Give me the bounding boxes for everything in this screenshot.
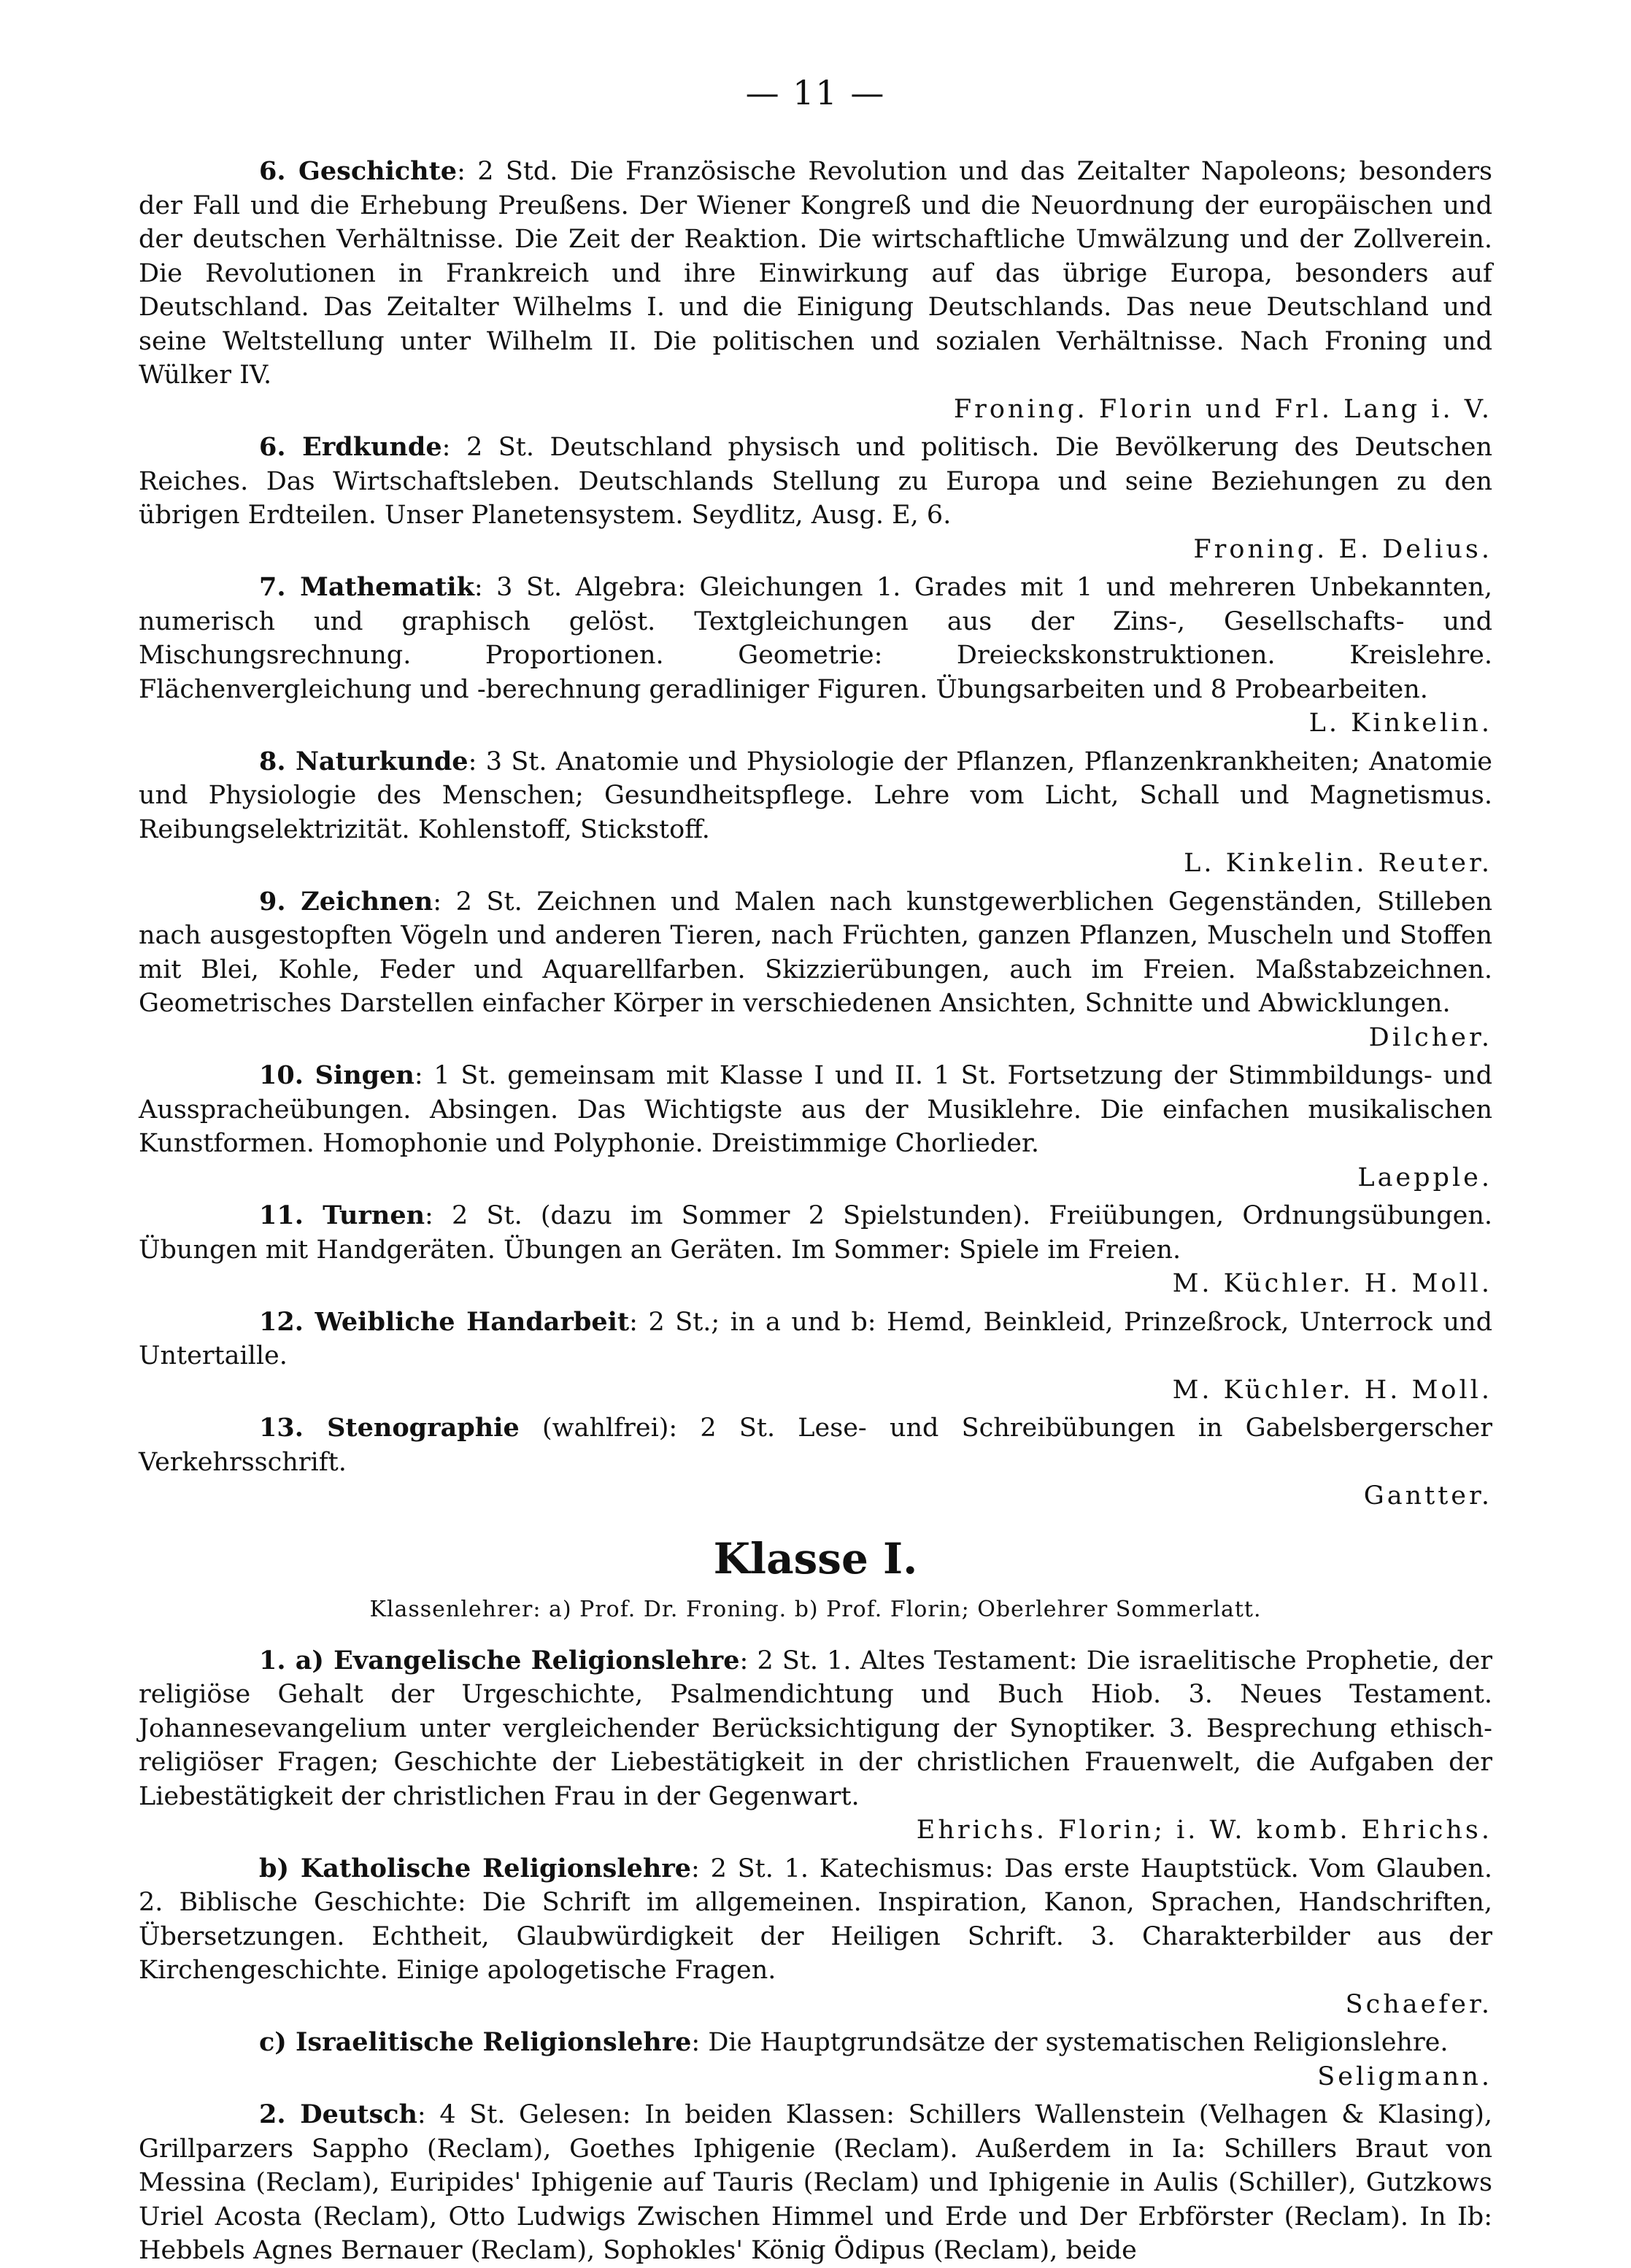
subject-description: : 2 St. 1. Katechismus: Das erste Hauptstück. Vom Glauben. 2. Biblische Geschichte: Die Schrift im allgemeinen. Inspiration, Kanon, Sprachen, Handschriften, Übersetzungen. Echtheit, Glaubwürdigkeit der Heiligen Schrift. 3. Charakterbilder aus der Kirchengeschichte. Einige apologetische Fragen.: [139, 1854, 1492, 1985]
subject-description: : 2 St. 1. Altes Testament: Die israelitische Prophetie, der religiöse Gehalt der Urgeschichte, Psalmendichtung und Buch Hiob. 3. Neues Testament. Johannesevangelium unter vergleichender Berücksichtigung der Synoptiker. 3. Besprechung ethisch-religiöser Fragen; Geschichte der Liebestätigkeit in der christlichen Frauenwelt, die Aufgaben der Liebestätigkeit der christlichen Frau in der Gegenwart.: [139, 1646, 1492, 1811]
subject-description: : 2 St. (dazu im Sommer 2 Spielstunden). Freiübungen, Ordnungsübungen. Übungen mit Handgeräten. Übungen an Geräten. Im Sommer: Spiele im Freien.: [139, 1201, 1492, 1265]
class-heading: Klasse I.: [713, 1533, 918, 1584]
section-paragraph: [139, 1305, 1492, 1373]
section-paragraph: [139, 2026, 1492, 2060]
subject-title: 11. Turnen: [259, 1200, 425, 1230]
subject-description: : 1 St. gemeinsam mit Klasse I und II. 1 St. Fortsetzung der Stimmbildungs- und Aussprachеübungen. Absingen. Das Wichtigste aus der Musiklehre. Die einfachen musikalischen Kunstformen. Homophonie und Polyphonie. Dreistimmige Chorlieder.: [139, 1061, 1492, 1158]
subject-description: : 3 St. Algebra: Gleichungen 1. Grades mit 1 und mehreren Unbekannten, numerisch und graphisch gelöst. Textgleichungen aus der Zins-, Gesellschafts- und Mischungsrechnung. Proportionen. Geometrie: Dreieckskonstruktionen. Kreislehre. Flächenvergleichung und -berechnung geradliniger Figuren. Übungsarbeiten und 8 Probearbeiten.: [139, 573, 1492, 704]
page-number: — 11 —: [745, 73, 886, 112]
subject-title: 8. Naturkunde: [259, 746, 469, 776]
section-paragraph: [139, 1644, 1492, 1814]
subject-description: (wahlfrei): 2 St. Lese- und Schreibübungen in Gabelsbergerscher Verkehrsschrift.: [139, 1413, 1492, 1477]
curriculum-section: [139, 431, 1492, 566]
section-paragraph: [139, 1199, 1492, 1267]
curriculum-section: [139, 155, 1492, 426]
curriculum-section: [139, 1305, 1492, 1408]
subject-description: : 2 St. Zeichnen und Malen nach kunstgewerblichen Gegenständen, Stilleben nach ausgestopften Vögeln und anderen Tieren, nach Früchten, ganzen Pflanzen, Muscheln und Stoffen mit Blei, Kohle, Feder und Aquarellfarben. Skizzierübungen, auch im Freien. Maßstabzeichnen. Geometrisches Darstellen einfacher Körper in verschiedenen Ansichten, Schnitte und Abwicklungen.: [139, 887, 1492, 1018]
teacher-names: L. Kinkelin. Reuter.: [1184, 849, 1492, 878]
subject-description: : 2 St.; in a und b: Hemd, Beinkleid, Prinzeßrock, Unterrock und Untertaille.: [139, 1307, 1492, 1370]
teacher-names: Froning. Florin und Frl. Lang i. V.: [953, 394, 1492, 424]
curriculum-section: [139, 1852, 1492, 2022]
subject-title: 10. Singen: [259, 1060, 415, 1090]
subject-description: : 2 Std. Die Französische Revolution und das Zeitalter Napoleons; besonders der Fall und die Erhebung Preußens. Der Wiener Kongreß und die Neuordnung der europäischen und der deutschen Verhältnisse. Die Zeit der Reaktion. Die wirtschaftliche Umwälzung und der Zollverein. Die Revolutionen in Frankreich und ihre Einwirkung auf das übrige Europa, besonders auf Deutschland. Das Zeitalter Wilhelms I. und die Einigung Deutschlands. Das neue Deutschland und seine Weltstellung unter Wilhelm II. Die politischen und sozialen Verhältnisse. Nach Froning und Wülker IV.: [139, 157, 1492, 390]
curriculum-section: [139, 745, 1492, 881]
section-paragraph: [139, 155, 1492, 393]
teacher-names: M. Küchler. H. Moll.: [1172, 1375, 1492, 1405]
section-paragraph: [139, 885, 1492, 1021]
subject-title: 13. Stenographie: [259, 1413, 520, 1443]
subject-title: 12. Weibliche Handarbeit: [259, 1306, 630, 1337]
subject-title: 7. Mathematik: [259, 572, 474, 602]
teacher-names: L. Kinkelin.: [1308, 709, 1492, 738]
section-paragraph: [139, 1411, 1492, 1479]
curriculum-section: [139, 571, 1492, 741]
curriculum-sections-lower: [139, 1644, 1492, 2268]
section-paragraph: [139, 431, 1492, 533]
subject-description: : 4 St. Gelesen: In beiden Klassen: Schillers Wallenstein (Velhagen & Klasing), Grillparzers Sappho (Reclam), Goethes Iphigenie (Reclam). Außerdem in Ia: Schillers Braut von Messina (Reclam), Euripides' Iphigenie auf Tauris (Reclam) und Iphigenie in Aulis (Schiller), Gutzkows Uriel Acosta (Reclam), Otto Ludwigs Zwischen Himmel und Erde und Der Erbförster (Reclam). In Ib: Hebbels Agnes Bernauer (Reclam), Sophokles' König Ödipus (Reclam), beide: [139, 2100, 1493, 2265]
teacher-names: Seligmann.: [1317, 2061, 1492, 2091]
subject-title: 6. Erdkunde: [259, 432, 442, 462]
section-paragraph: [139, 745, 1492, 847]
subject-title: 6. Geschichte: [259, 156, 458, 186]
curriculum-sections-upper: [139, 155, 1492, 1513]
subject-title: c) Israelitische Religionslehre: [259, 2027, 692, 2057]
curriculum-section: [139, 2026, 1492, 2094]
subject-title: 9. Zeichnen: [259, 886, 433, 917]
curriculum-section: [139, 1059, 1492, 1195]
subject-description: : 3 St. Anatomie und Physiologie der Pflanzen, Pflanzenkrankheiten; Anatomie und Physiologie des Menschen; Gesundheitspflege. Lehre vom Licht, Schall und Magnetismus. Reibungselektrizität. Kohlenstoff, Stickstoff.: [139, 747, 1492, 844]
curriculum-section: [139, 1644, 1492, 1848]
teacher-names: Schaefer.: [1345, 1989, 1492, 2019]
teacher-names: Dilcher.: [1368, 1022, 1492, 1052]
section-paragraph: [139, 1852, 1492, 1988]
class-teachers: Klassenlehrer: a) Prof. Dr. Froning. b) Prof. Florin; Oberlehrer Sommerlatt.: [369, 1596, 1262, 1622]
subject-description: : Die Hauptgrundsätze der systematischen Religionslehre.: [691, 2028, 1449, 2057]
teacher-names: Froning. E. Delius.: [1193, 534, 1492, 564]
curriculum-section: [139, 1411, 1492, 1513]
curriculum-section: [139, 885, 1492, 1055]
teacher-names: Gantter.: [1363, 1481, 1492, 1511]
subject-title: b) Katholische Religionslehre: [259, 1853, 692, 1883]
subject-title: 2. Deutsch: [259, 2099, 417, 2129]
subject-description: : 2 St. Deutschland physisch und politisch. Die Bevölkerung des Deutschen Reiches. Das Wirtschaftsleben. Deutschlands Stellung zu Europa und seine Beziehungen zu den übrigen Erdteilen. Unser Planetensystem. Seydlitz, Ausg. E, 6.: [139, 433, 1492, 530]
teacher-names: Ehrichs. Florin; i. W. komb. Ehrichs.: [916, 1816, 1492, 1845]
teacher-names: Laepple.: [1357, 1162, 1492, 1192]
curriculum-section: [139, 1199, 1492, 1301]
subject-title: 1. a) Evangelische Religionslehre: [259, 1645, 740, 1675]
teacher-names: M. Küchler. H. Moll.: [1172, 1269, 1492, 1298]
section-paragraph: [139, 571, 1492, 706]
section-paragraph: [139, 1059, 1492, 1161]
